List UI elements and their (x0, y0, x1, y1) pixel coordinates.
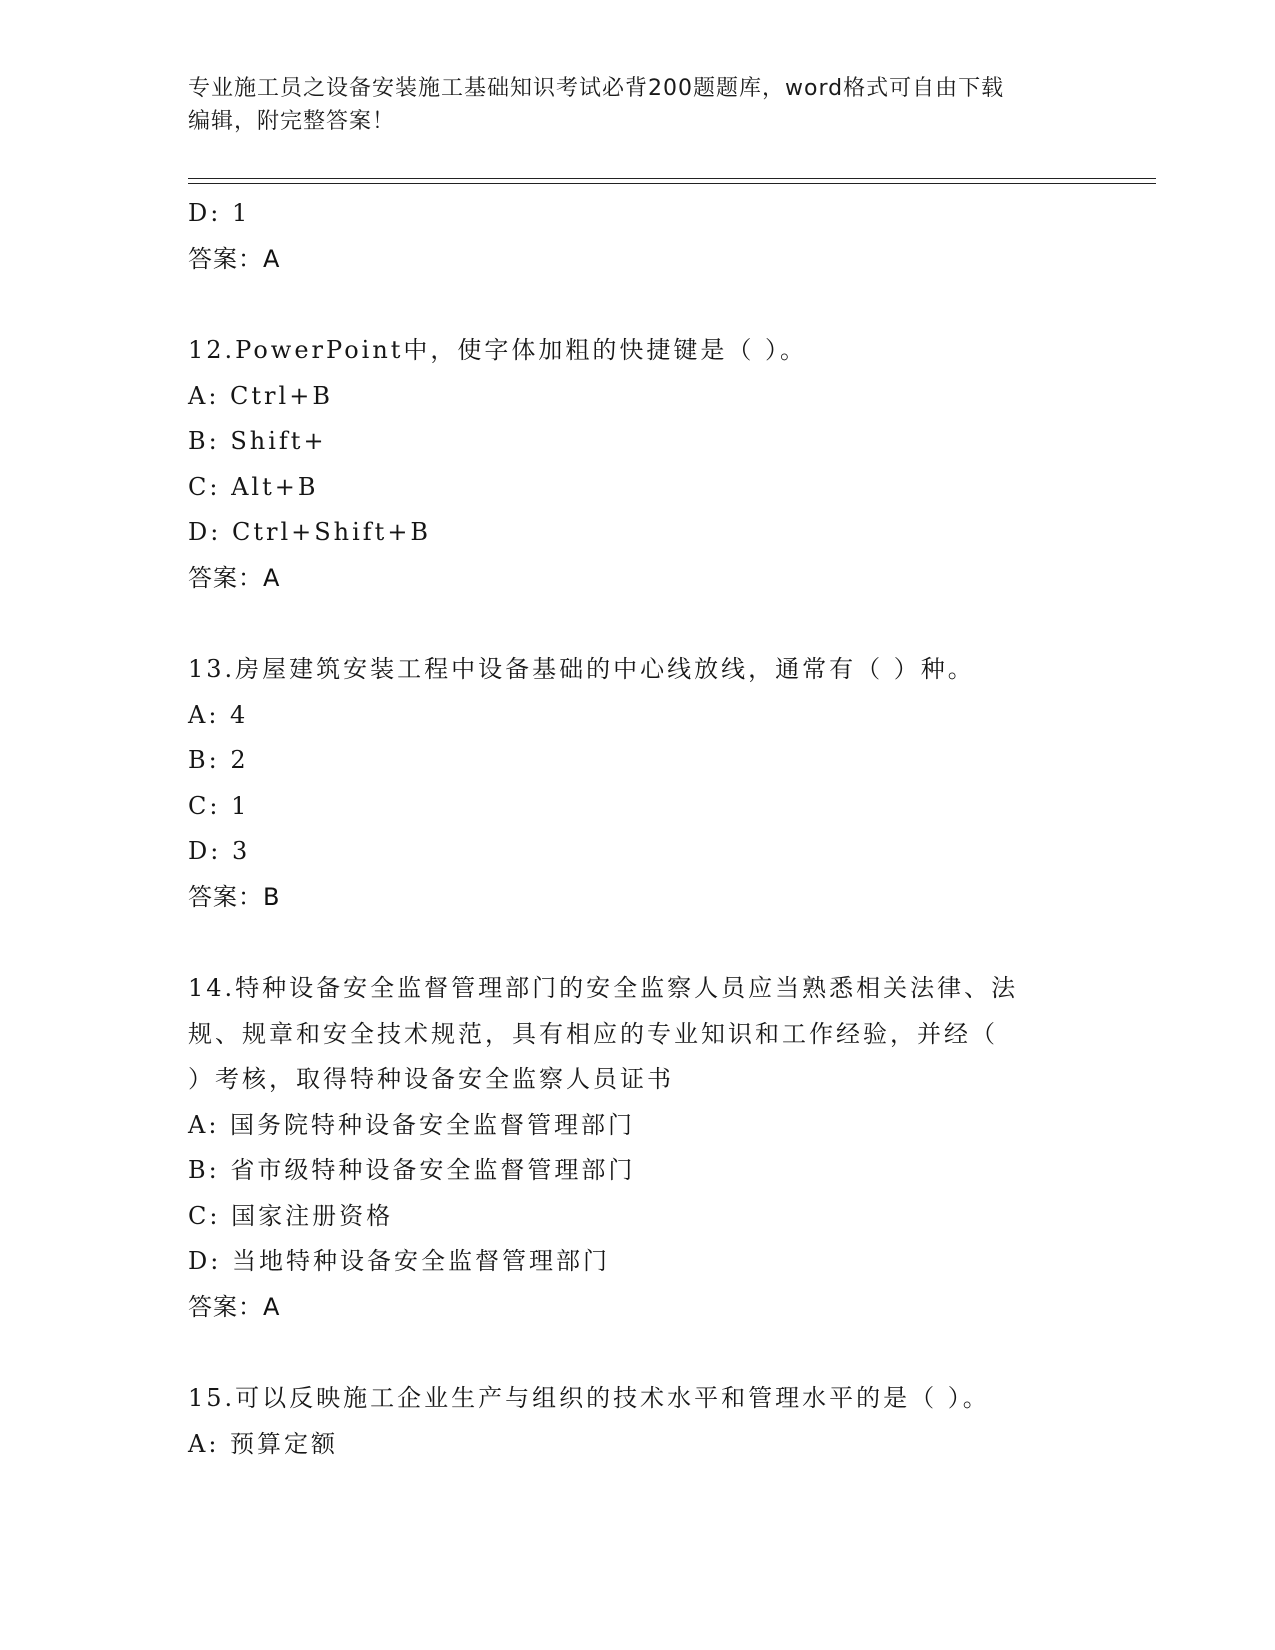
option-d: D: Ctrl+Shift+B (188, 518, 432, 546)
question-list (188, 191, 1088, 1467)
option-d: D: 3 (188, 837, 251, 865)
answer: 答案：A (188, 563, 281, 592)
document-header (188, 72, 1088, 138)
question-12 (188, 328, 1088, 601)
option-b: B: 省市级特种设备安全监督管理部门 (188, 1156, 636, 1184)
answer: 答案：A (188, 1292, 281, 1321)
option-a: A: Ctrl+B (188, 381, 333, 410)
answer: 答案：B (188, 882, 281, 911)
header-title-line-2: 编辑，附完整答案！ (188, 109, 396, 134)
option-b: B: 2 (188, 746, 249, 774)
answer: 答案：A (188, 244, 281, 273)
option-c: C: Alt+B (188, 472, 319, 501)
header-divider-bottom (188, 183, 1156, 184)
header-title-line-1: 专业施工员之设备安装施工基础知识考试必背200题题库，word格式可自由下载 (188, 76, 1005, 101)
question-11-tail (188, 191, 1088, 282)
question-gap (188, 601, 1088, 647)
option-c: C: 国家注册资格 (188, 1201, 394, 1230)
option-c: C: 1 (188, 791, 250, 820)
question-stem: 12.PowerPoint中，使字体加粗的快捷键是（ ）。 (188, 336, 808, 364)
question-stem: 15.可以反映施工企业生产与组织的技术水平和管理水平的是（ ）。 (188, 1384, 990, 1412)
question-stem-line-1: 14.特种设备安全监督管理部门的安全监察人员应当熟悉相关法律、法 (188, 974, 1019, 1002)
option-d: D: 1 (188, 199, 251, 227)
question-15 (188, 1376, 1088, 1467)
question-gap (188, 282, 1088, 328)
question-stem-line-3: ）考核，取得特种设备安全监察人员证书 (188, 1065, 674, 1093)
option-a: A: 预算定额 (188, 1429, 339, 1458)
question-13 (188, 647, 1088, 920)
header-divider-top (188, 178, 1156, 179)
question-gap (188, 1330, 1088, 1376)
question-stem: 13.房屋建筑安装工程中设备基础的中心线放线，通常有（ ）种。 (188, 655, 975, 683)
question-stem-line-2: 规、规章和安全技术规范，具有相应的专业知识和工作经验，并经（ (188, 1019, 998, 1048)
option-b: B: Shift+ (188, 427, 327, 455)
question-gap (188, 920, 1088, 966)
option-a: A: 国务院特种设备安全监督管理部门 (188, 1110, 636, 1139)
question-14 (188, 966, 1088, 1330)
option-d: D: 当地特种设备安全监督管理部门 (188, 1247, 610, 1275)
option-a: A: 4 (188, 700, 249, 729)
